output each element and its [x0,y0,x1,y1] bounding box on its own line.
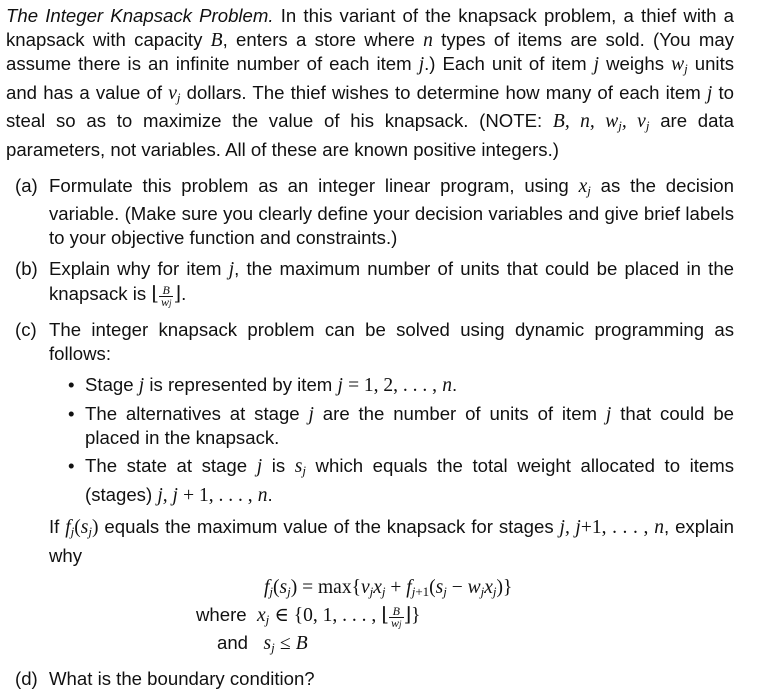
recurrence-equation: $f_j(s_j) = \max\{v_jx_j + f_{j+1}(s_j - w_jx_j)\}$ where $x_j$ ∈ {0, 1, . . . , ⌊ $\frac{B}{wj}$ ⌋} and $s_j \le B$ [196,577,513,656]
part-a: (a) Formulate this problem as an integer linear program, using $x_j$ as the decision variable. (Make sure you clearly define your decision variables and give brief labels to your objective function and constraints.) [15,174,734,248]
recurrence-question: If $f_j(s_j)$ equals the maximum value of the knapsack for stages j, j+1, . . . , n, explain why [49,516,735,566]
bullet-stage: • Stage j is represented by item j = 1, 2, . . . , n. [68,374,458,397]
stage-bullets [49,373,734,507]
part-c-label: (c) [15,318,37,340]
floor-expression: ⌊ $\frac{B}{wj}$ ⌋ [151,282,182,309]
bullet-state: • The state at stage j is $s_j$ which equals the total weight allocated to items (stages) j, j + 1, . . . , n. [68,454,735,506]
part-b-label: (b) [15,258,38,280]
bullet-alternatives: • The alternatives at stage j are the number of units of item j that could be placed in the knapsack. [68,402,735,449]
where-label: where [196,604,247,626]
problem-intro: The Integer Knapsack Problem. In this variant of the knapsack problem, a thief with a knapsack with capacity B, enters a store where n types of items are sold. (You may assume there is an infinite number of each item j.) Each unit of item j weighs $w_j$ units and has a value of $v_j$ dollars. The thief wishes to determine how many of each item j to steal so as to maximize the value of his knapsack. (NOTE: B, n, $w_j$, $v_j$ are data parameters, not variables. All of these are known positive integers.) [6,5,735,160]
and-label: and [217,632,249,654]
problem-page [6,4,734,691]
part-a-label: (a) [15,174,38,196]
part-b: (b) Explain why for item j, the maximum number of units that could be placed in the knapsack is ⌊ $\frac{B}{wj}$ ⌋. [15,258,734,309]
intro-text: In this variant of the knapsack problem, a thief with a knapsack with capacity [6,5,734,50]
part-c: (c) The integer knapsack problem can be solved using dynamic programming as follows: • Stage j is represented by item j = 1, 2, . . . , n. • The alternatives at stage j are the number of units of item j that could be placed in the knapsack. • The state at stage j is $s_j$ which equals the total weight allocated to items (stages) j, j + 1, . . . , n. If $f_j(s_j)$ equals the maximum value of the knapsack for stages j, j+1, . . . , n, explain why $f_j(s_j) = \max\{v_jx_j + f_{j+1}(s_j - w_jx_j)\}$ where $x_j$ ∈ {0, 1, . . . , ⌊ $\frac{B}{wj}$ ⌋} and $s_j \le B$ [6,318,734,661]
problem-title: The Integer Knapsack Problem. [6,5,274,26]
part-d-label: (d) [15,668,38,690]
part-d: (d) What is the boundary condition? [15,668,315,690]
